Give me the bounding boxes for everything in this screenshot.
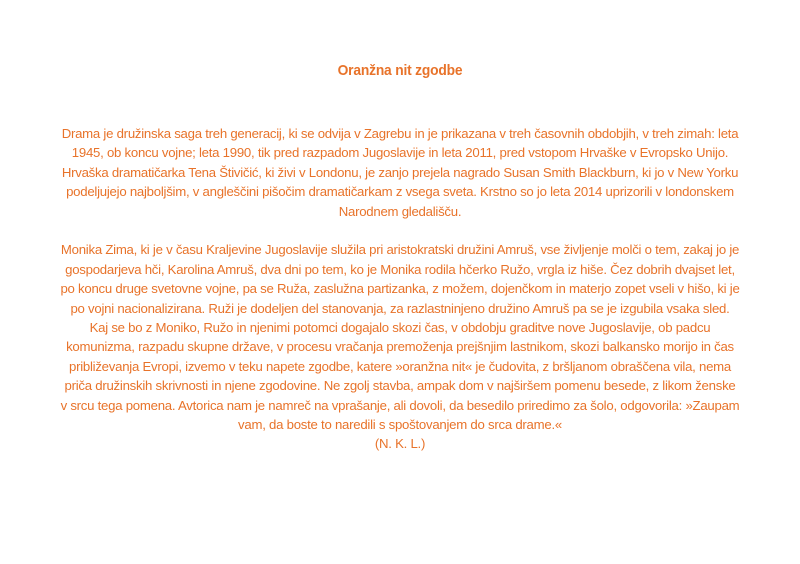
paragraph-story xyxy=(60,240,740,453)
paragraph-story-text: Monika Zima, ki je v času Kraljevine Jugoslavije služila pri aristokratski družini Amruš, vse življenje molči o tem, zakaj jo je gospodarjeva hči, Karolina Amruš, dva dni po tem, ko je Monika rodila hčerko Ružo, vrgla iz hiše. Čez dobrih dvajset let, po koncu druge svetovne vojne, pa se Ruža, zaslužna partizanka, z možem, dojenčkom in materjo zopet vseli v hišo, ki je po vojni nacionalizirana. Ruži je dodeljen del stanovanja, za razlastninjeno družino Amruš pa se je izgubila vsaka sled. Kaj se bo z Moniko, Ružo in njenimi potomci dogajalo skozi čas, v obdobju graditve nove Jugoslavije, ob padcu komunizma, razpadu skupne države, v procesu vračanja premoženja prejšnjim lastnikom, skozi balkansko morijo in čas približevanja Evropi, izvemo v teku napete zgodbe, katere »oranžna nit« je čudovita, z bršljanom obraščena vila, nema priča družinskih skrivnosti in njene zgodovine. Ne zgolj stavba, ampak dom v najširšem pomenu besede, z likom ženske v srcu tega pomena. Avtorica nam je namreč na vprašanje, ali dovoli, da besedilo priredimo za šolo, odgovorila: »Zaupam vam, da boste to naredili s spoštovanjem do srca drame.« xyxy=(60,242,740,433)
author-signature: (N. K. L.) xyxy=(374,436,426,452)
page-title: Oranžna nit zgodbe xyxy=(337,62,463,79)
article-body xyxy=(60,124,740,454)
paragraph-intro: Drama je družinska saga treh generacij, ki se odvija v Zagrebu in je prikazana v treh časovnih obdobjih, v treh zimah: leta 1945, ob koncu vojne; leta 1990, tik pred razpadom Jugoslavije in leta 2011, pred vstopom Hrvaške v Evropsko Unijo. Hrvaška dramatičarka Tena Štivičić, ki živi v Londonu, je zanjo prejela nagrado Susan Smith Blackburn, ki jo v New Yorku podeljujejo najboljšim, v angleščini pišočim dramatičarkam z vsega sveta. Krstno so jo leta 2014 uprizorili v londonskem Narodnem gledališču. xyxy=(61,126,739,219)
